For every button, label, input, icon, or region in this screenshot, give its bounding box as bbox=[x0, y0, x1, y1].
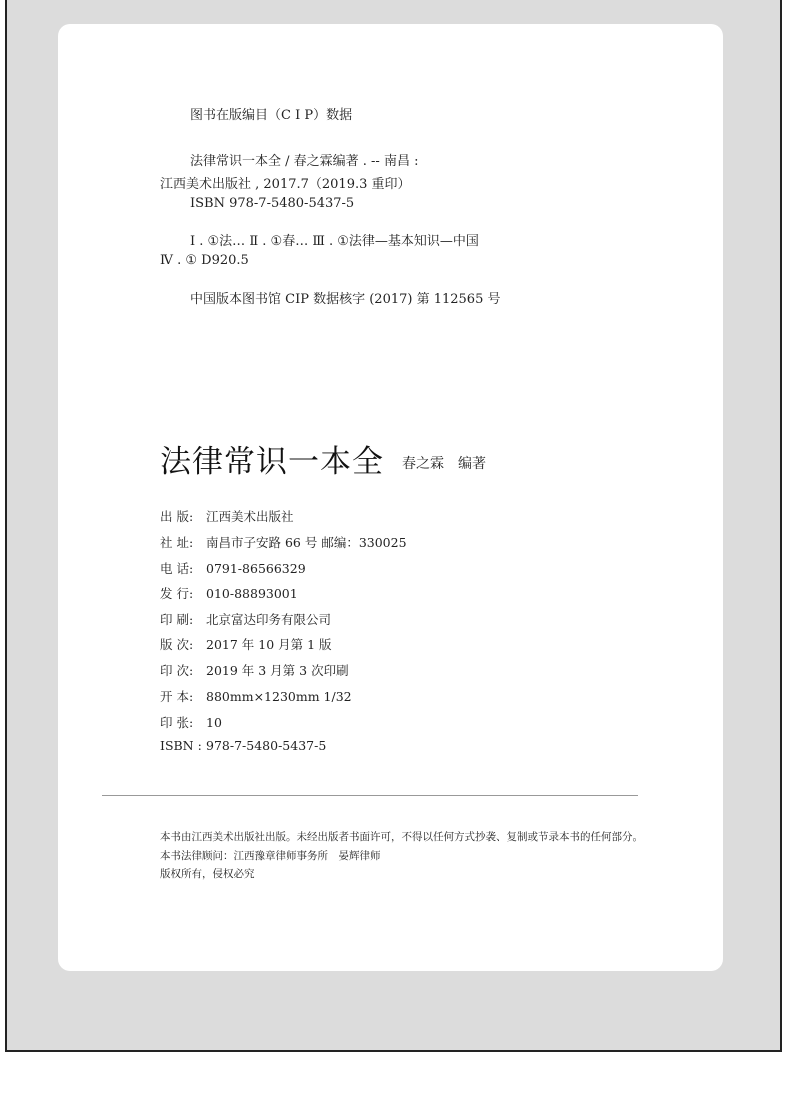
detail-value: 江西美术出版社 bbox=[206, 509, 294, 524]
detail-printing bbox=[160, 661, 349, 679]
cip-number: 中国版本图书馆 CIP 数据核字 (2017) 第 112565 号 bbox=[190, 292, 501, 307]
detail-label: 发 行: bbox=[160, 586, 194, 601]
detail-label: 印 刷: bbox=[160, 612, 194, 627]
detail-sheets bbox=[160, 713, 222, 731]
footer-legal-counsel: 本书法律顾问：江西豫章律师事务所 晏辉律师 bbox=[160, 850, 381, 862]
detail-label: 印 次: bbox=[160, 663, 194, 678]
book-author: 春之霖 编著 bbox=[402, 456, 486, 472]
detail-format bbox=[160, 687, 352, 705]
cip-entry-line1: 法律常识一本全 / 春之霖编著 . -- 南昌 : bbox=[190, 154, 419, 169]
detail-value: 010-88893001 bbox=[206, 586, 298, 601]
footer-copyright-notice: 本书由江西美术出版社出版。未经出版者书面许可，不得以任何方式抄袭、复制或节录本书的任何部分。 bbox=[160, 831, 643, 843]
detail-phone bbox=[160, 559, 306, 577]
detail-value: 南昌市子安路 66 号 邮编：330025 bbox=[206, 535, 407, 550]
detail-publisher bbox=[160, 507, 294, 525]
detail-value: 0791-86566329 bbox=[206, 561, 306, 576]
detail-label: ISBN : bbox=[160, 738, 202, 753]
cip-class-line2: Ⅳ . ① D920.5 bbox=[160, 253, 249, 268]
detail-distribution bbox=[160, 584, 298, 602]
detail-address bbox=[160, 533, 407, 551]
detail-label: 印 张: bbox=[160, 715, 194, 730]
cip-isbn: ISBN 978-7-5480-5437-5 bbox=[190, 196, 355, 211]
cip-heading: 图书在版编目（C I P）数据 bbox=[190, 108, 353, 123]
detail-label: 版 次: bbox=[160, 637, 194, 652]
detail-printer bbox=[160, 610, 331, 628]
cip-entry-line2: 江西美术出版社 , 2017.7（2019.3 重印） bbox=[160, 177, 411, 192]
detail-isbn bbox=[160, 738, 326, 753]
detail-edition bbox=[160, 635, 332, 653]
book-title: 法律常识一本全 bbox=[160, 444, 384, 480]
detail-value: 2019 年 3 月第 3 次印刷 bbox=[206, 663, 349, 678]
detail-label: 出 版: bbox=[160, 509, 194, 524]
detail-value: 880mm×1230mm 1/32 bbox=[206, 689, 352, 704]
detail-value: 978-7-5480-5437-5 bbox=[206, 738, 327, 753]
detail-value: 北京富达印务有限公司 bbox=[206, 612, 332, 627]
footer-divider bbox=[102, 795, 638, 796]
cip-class-line1: Ⅰ . ①法… Ⅱ . ①春… Ⅲ . ①法律—基本知识—中国 bbox=[190, 234, 479, 249]
detail-value: 2017 年 10 月第 1 版 bbox=[206, 637, 332, 652]
detail-value: 10 bbox=[206, 715, 222, 730]
footer-rights-reserved: 版权所有，侵权必究 bbox=[160, 868, 255, 880]
detail-label: 电 话: bbox=[160, 561, 194, 576]
detail-label: 社 址: bbox=[160, 535, 194, 550]
detail-label: 开 本: bbox=[160, 689, 194, 704]
